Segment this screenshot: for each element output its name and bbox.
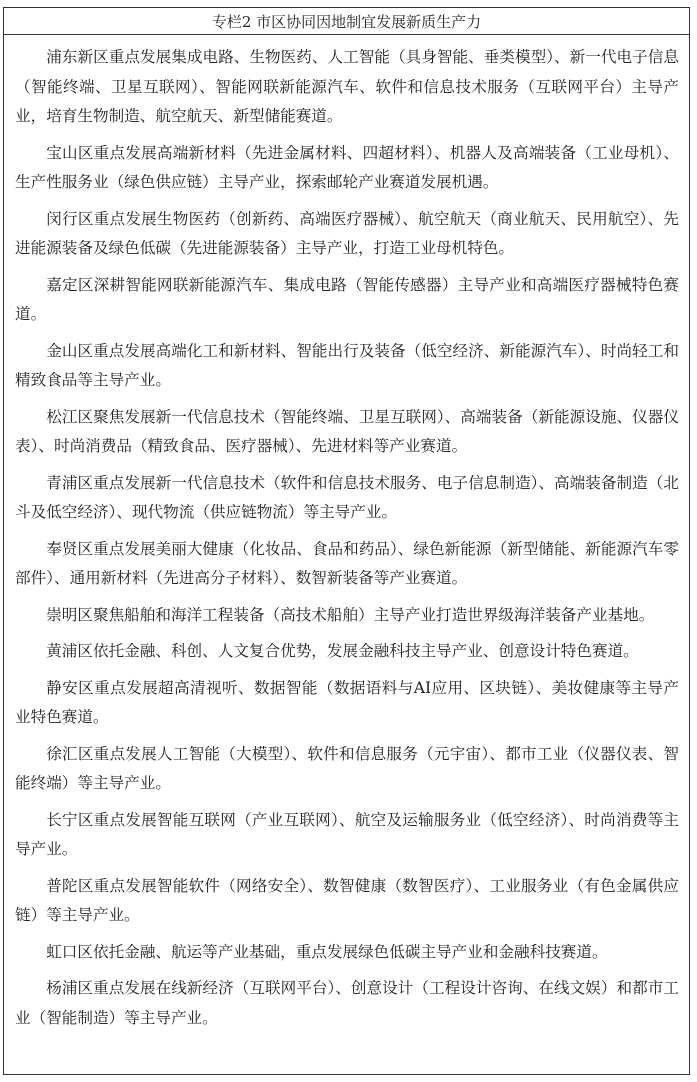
paragraph-baoshan: 宝山区重点发展高端新材料（先进金属材料、四超材料）、机器人及高端装备（工业母机）、生产性服务业（绿色供应链）主导产业，探索邮轮产业赛道发展机遇。 [15, 143, 679, 191]
paragraph-jinshan: 金山区重点发展高端化工和新材料、智能出行及装备（低空经济、新能源汽车）、时尚轻工和精致食品等主导产业。 [15, 341, 679, 389]
column-box [3, 7, 690, 1075]
paragraph-fengxian: 奉贤区重点发展美丽大健康（化妆品、食品和药品）、绿色新能源（新型储能、新能源汽车零部件）、通用新材料（先进高分子材料）、数智新装备等产业赛道。 [15, 539, 679, 587]
paragraph-jiading: 嘉定区深耕智能网联新能源汽车、集成电路（智能传感器）主导产业和高端医疗器械特色赛道。 [15, 275, 679, 323]
paragraph-chongming: 崇明区聚焦船舶和海洋工程装备（高技术船舶）主导产业打造世界级海洋装备产业基地。 [46, 605, 655, 624]
paragraph-yangpu: 杨浦区重点发展在线新经济（互联网平台）、创意设计（工程设计咨询、在线文娱）和都市工业（智能制造）等主导产业。 [15, 979, 679, 1027]
paragraph-putuo: 普陀区重点发展智能软件（网络安全）、数智健康（数智医疗）、工业服务业（有色金属供应链）等主导产业。 [15, 876, 679, 924]
paragraph-qingpu: 青浦区重点发展新一代信息技术（软件和信息技术服务、电子信息制造）、高端装备制造（北斗及低空经济）、现代物流（供应链物流）等主导产业。 [15, 473, 679, 521]
paragraph-hongkou: 虹口区依托金融、航运等产业基础，重点发展绿色低碳主导产业和金融科技赛道。 [46, 942, 608, 961]
paragraph-changning: 长宁区重点发展智能互联网（产业互联网）、航空及运输服务业（低空经济）、时尚消费等主导产业。 [15, 810, 679, 858]
column-title: 专栏2 市区协同因地制宜发展新质生产力 [4, 8, 689, 35]
paragraph-minhang: 闵行区重点发展生物医药（创新药、高端医疗器械）、航空航天（商业航天、民用航空）、先进能源装备及绿色低碳（先进能源装备）主导产业，打造工业母机特色。 [15, 209, 679, 257]
column-content [4, 35, 689, 1033]
paragraph-pudong: 浦东新区重点发展集成电路、生物医药、人工智能（具身智能、垂类模型）、新一代电子信息（智能终端、卫星互联网）、智能网联新能源汽车、软件和信息技术服务（互联网平台）主导产业，培育生物制造、航空航天、新型储能赛道。 [15, 48, 679, 125]
paragraph-xuhui: 徐汇区重点发展人工智能（大模型）、软件和信息服务（元宇宙）、都市工业（仪器仪表、智能终端）等主导产业。 [15, 744, 679, 792]
paragraph-jingan: 静安区重点发展超高清视听、数据智能（数据语料与AI应用、区块链）、美妆健康等主导产业特色赛道。 [15, 678, 679, 726]
paragraph-songjiang: 松江区聚焦发展新一代信息技术（智能终端、卫星互联网）、高端装备（新能源设施、仪器仪表）、时尚消费品（精致食品、医疗器械）、先进材料等产业赛道。 [15, 407, 679, 455]
paragraph-huangpu: 黄浦区依托金融、科创、人文复合优势，发展金融科技主导产业、创意设计特色赛道。 [46, 642, 639, 660]
